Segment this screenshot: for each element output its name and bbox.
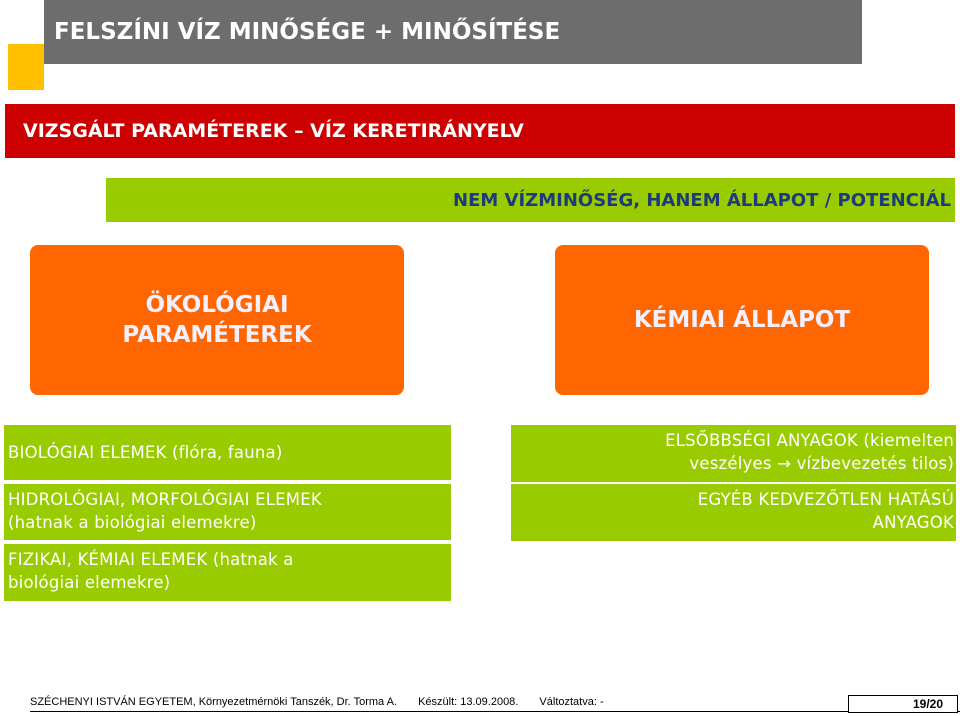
footer-modified: Változtatva: - (539, 696, 604, 708)
page-number: 19/20 (848, 695, 958, 713)
item-text-part: vízbevezetés tilos) (796, 454, 954, 473)
footer-institution: SZÉCHENYI ISTVÁN EGYETEM, Környezetmérnöki Tanszék, Dr. Torma A. (30, 696, 397, 708)
footer (30, 696, 622, 708)
item-text-line1: ELSŐBBSÉGI ANYAGOK (kiemelten (665, 431, 954, 450)
item-text-line2: biológiai elemekre) (8, 573, 171, 592)
ecological-parameters-box (30, 245, 404, 395)
item-text-line2 (515, 452, 954, 475)
item-text-line2: (hatnak a biológiai elemekre) (8, 513, 257, 532)
other-harmful-substances-item (511, 484, 956, 541)
chemical-status-box: KÉMIAI ÁLLAPOT (555, 245, 929, 395)
slide-title: FELSZÍNI VÍZ MINŐSÉGE + MINŐSÍTÉSE (44, 0, 862, 64)
ecological-label-line1: ÖKOLÓGIAI (145, 292, 289, 318)
ecological-label-line2: PARAMÉTEREK (122, 322, 312, 348)
hydromorphological-elements-item (4, 484, 451, 540)
physicochemical-elements-item (4, 544, 451, 601)
footer-divider (30, 711, 960, 712)
parameters-banner: VIZSGÁLT PARAMÉTEREK – VÍZ KERETIRÁNYELV (5, 104, 955, 158)
item-text-line1: HIDROLÓGIAI, MORFOLÓGIAI ELEMEK (8, 490, 322, 509)
corner-square (0, 0, 44, 44)
item-text: BIOLÓGIAI ELEMEK (flóra, fauna) (8, 443, 283, 462)
biological-elements-item (4, 425, 451, 480)
status-banner: NEM VÍZMINŐSÉG, HANEM ÁLLAPOT / POTENCIÁL (106, 178, 955, 222)
yellow-accent-square (8, 44, 44, 90)
item-text-line1: EGYÉB KEDVEZŐTLEN HATÁSÚ (697, 490, 954, 509)
item-text-part: veszélyes (689, 454, 772, 473)
footer-created: Készült: 13.09.2008. (418, 696, 519, 708)
item-text-line2: ANYAGOK (872, 513, 954, 532)
item-text-line1: FIZIKAI, KÉMIAI ELEMEK (hatnak a (8, 550, 294, 569)
priority-substances-item (511, 425, 956, 482)
arrow-icon: → (777, 454, 792, 473)
